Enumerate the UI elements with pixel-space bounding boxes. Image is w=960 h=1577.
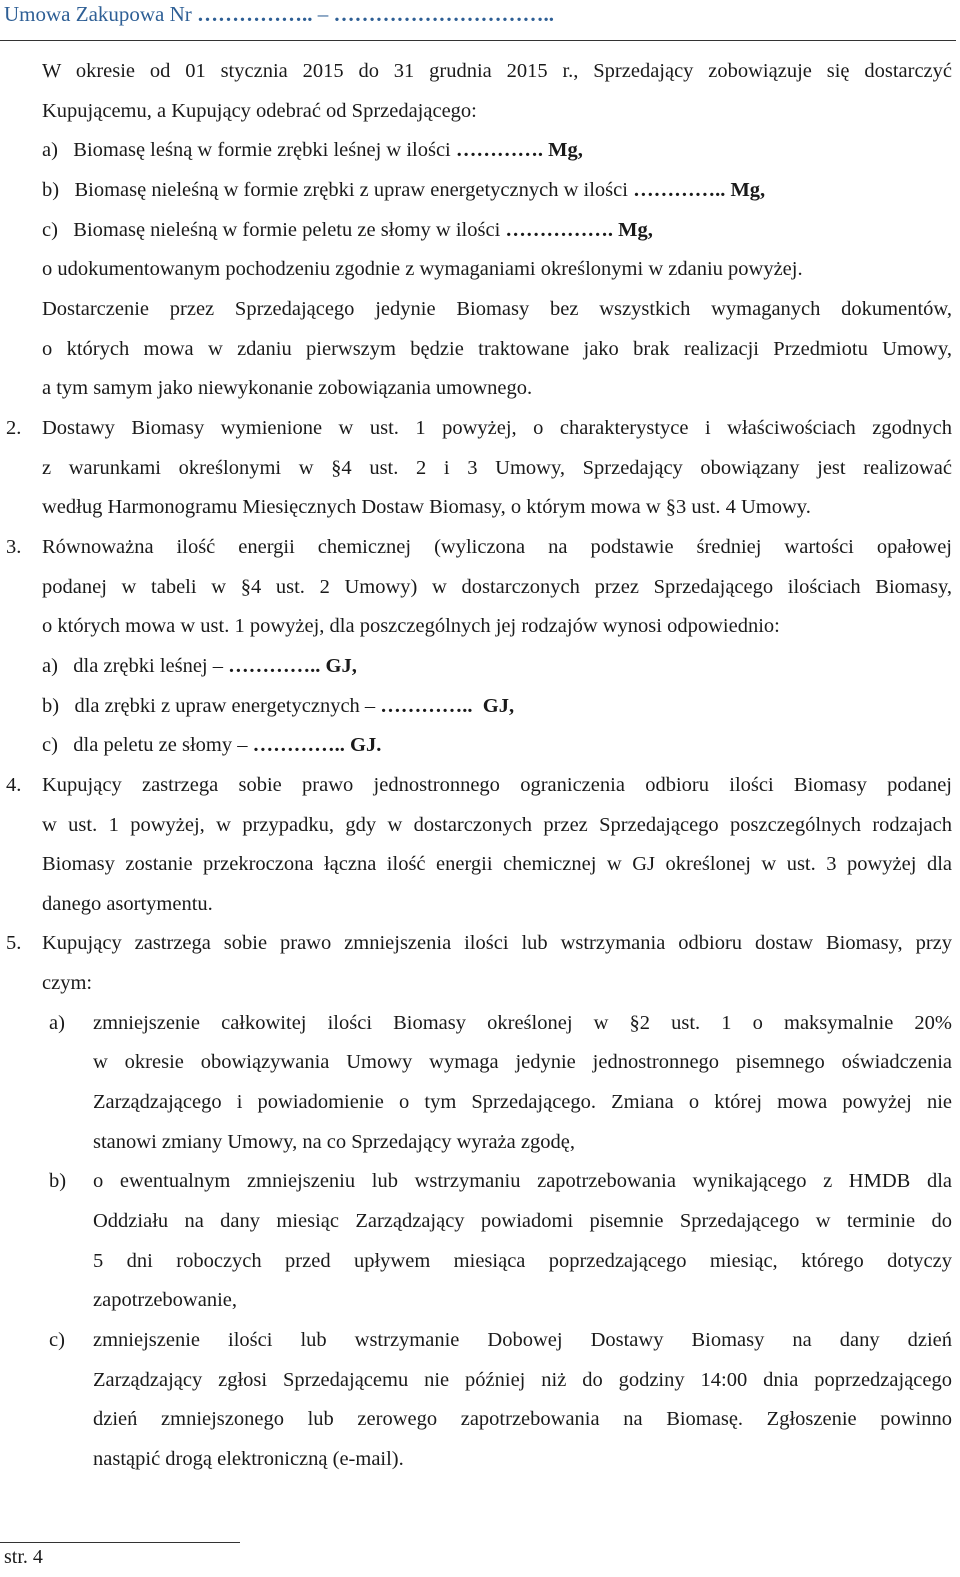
text-line: stanowi zmiany Umowy, na co Sprzedający wyraża zgodę, (93, 1131, 575, 1153)
list-item-text: c) dla peletu ze słomy – (42, 734, 253, 756)
text-line: Zarządzający zgłosi Sprzedającemu nie później niż do godziny 14:00 dnia poprzedzającego (93, 1369, 952, 1391)
list-item (42, 694, 514, 718)
text-line: Dostawy Biomasy wymienione w ust. 1 powyżej, o charakterystyce i właściwościach zgodnych (42, 417, 952, 439)
section-number: 2. (6, 417, 22, 439)
blank-field: ……………. Mg, (505, 219, 653, 241)
contract-number-dots-2: ………………………….. (333, 2, 555, 26)
text-line: nastąpić drogą elektroniczną (e-mail). (93, 1448, 404, 1470)
blank-field: ………….. Mg, (633, 179, 766, 201)
subsection-letter: c) (49, 1329, 65, 1351)
text-line: W okresie od 01 stycznia 2015 do 31 grudnia 2015 r., Sprzedający zobowiązuje się dostarczyć (42, 60, 952, 82)
text-line: dzień zmniejszonego lub zerowego zapotrzebowania na Biomasę. Zgłoszenie powinno (93, 1408, 952, 1430)
text-line: Kupującemu, a Kupujący odebrać od Sprzedającego: (42, 100, 477, 122)
list-item (42, 138, 583, 162)
list-item-text: a) Biomasę leśną w formie zrębki leśnej w ilości (42, 139, 456, 161)
text-line: 5 dni roboczych przed upływem miesiąca poprzedzającego miesiąc, którego dotyczy (93, 1250, 952, 1272)
blank-field: …………. Mg, (455, 139, 583, 161)
text-line: w ust. 1 powyżej, w przypadku, gdy w dostarczonych przez Sprzedającego poszczególnych rodzajach (42, 814, 952, 836)
blank-field: ………….. GJ, (380, 695, 515, 717)
text-line: zapotrzebowanie, (93, 1289, 237, 1311)
list-item-text: b) Biomasę nieleśną w formie zrębki z upraw energetycznych w ilości (42, 179, 634, 201)
list-item-text: c) Biomasę nieleśną w formie peletu ze słomy w ilości (42, 219, 506, 241)
footer-rule (0, 1542, 240, 1543)
text-line: podanej w tabeli w §4 ust. 2 Umowy) w dostarczonych przez Sprzedającego ilościach Biomasy, (42, 576, 952, 598)
text-line: Dostarczenie przez Sprzedającego jedynie Biomasy bez wszystkich wymaganych dokumentów, (42, 298, 952, 320)
list-item-text: b) dla zrębki z upraw energetycznych – (42, 695, 381, 717)
list-item (42, 654, 357, 678)
list-item (42, 178, 765, 202)
contract-number-dots: …………….. (197, 2, 313, 26)
page-header (4, 2, 554, 27)
blank-field: ………….. GJ, (228, 655, 357, 677)
text-line: Kupujący zastrzega sobie prawo zmniejszenia ilości lub wstrzymania odbioru dostaw Biomasy, przy (42, 932, 952, 954)
text-line: zmniejszenie ilości lub wstrzymanie Dobowej Dostawy Biomasy na dany dzień (93, 1329, 952, 1351)
blank-field: ………….. GJ. (252, 734, 382, 756)
text-line: Oddziału na dany miesiąc Zarządzający powiadomi pisemnie Sprzedającego w terminie do (93, 1210, 952, 1232)
list-item-text: a) dla zrębki leśnej – (42, 655, 229, 677)
text-line: o udokumentowanym pochodzeniu zgodnie z wymaganiami określonymi w zdaniu powyżej. (42, 258, 803, 280)
list-item (42, 733, 381, 757)
text-line: a tym samym jako niewykonanie zobowiązania umownego. (42, 377, 533, 399)
section-number: 5. (6, 932, 22, 954)
text-line: o ewentualnym zmniejszeniu lub wstrzymaniu zapotrzebowania wynikającego z HMDB dla (93, 1170, 952, 1192)
header-dash: – (317, 2, 329, 26)
text-line: danego asortymentu. (42, 893, 213, 915)
list-item (42, 218, 653, 242)
page-number: str. 4 (4, 1546, 43, 1568)
text-line: Zarządzającego i powiadomienie o tym Sprzedającego. Zmiana o której mowa powyżej nie (93, 1091, 952, 1113)
text-line: o których mowa w ust. 1 powyżej, dla poszczególnych jej rodzajów wynosi odpowiednio: (42, 615, 780, 637)
text-line: według Harmonogramu Miesięcznych Dostaw Biomasy, o którym mowa w §3 ust. 4 Umowy. (42, 496, 811, 518)
text-line: Kupujący zastrzega sobie prawo jednostronnego ograniczenia odbioru ilości Biomasy podanej (42, 774, 952, 796)
header-title: Umowa Zakupowa Nr (4, 2, 192, 26)
text-line: Równoważna ilość energii chemicznej (wyliczona na podstawie średniej wartości opałowej (42, 536, 952, 558)
header-rule (0, 40, 956, 41)
section-number: 4. (6, 774, 22, 796)
subsection-letter: b) (49, 1170, 67, 1192)
text-line: o których mowa w zdaniu pierwszym będzie traktowane jako brak realizacji Przedmiotu Umowy, (42, 338, 952, 360)
text-line: z warunkami określonymi w §4 ust. 2 i 3 Umowy, Sprzedający obowiązany jest realizować (42, 457, 952, 479)
subsection-letter: a) (49, 1012, 65, 1034)
text-line: czym: (42, 972, 93, 994)
text-line: zmniejszenie całkowitej ilości Biomasy określonej w §2 ust. 1 o maksymalnie 20% (93, 1012, 952, 1034)
text-line: Biomasy zostanie przekroczona łączna ilość energii chemicznej w GJ określonej w ust. 3 powyżej dla (42, 853, 952, 875)
text-line: w okresie obowiązywania Umowy wymaga jedynie jednostronnego pisemnego oświadczenia (93, 1051, 952, 1073)
section-number: 3. (6, 536, 22, 558)
